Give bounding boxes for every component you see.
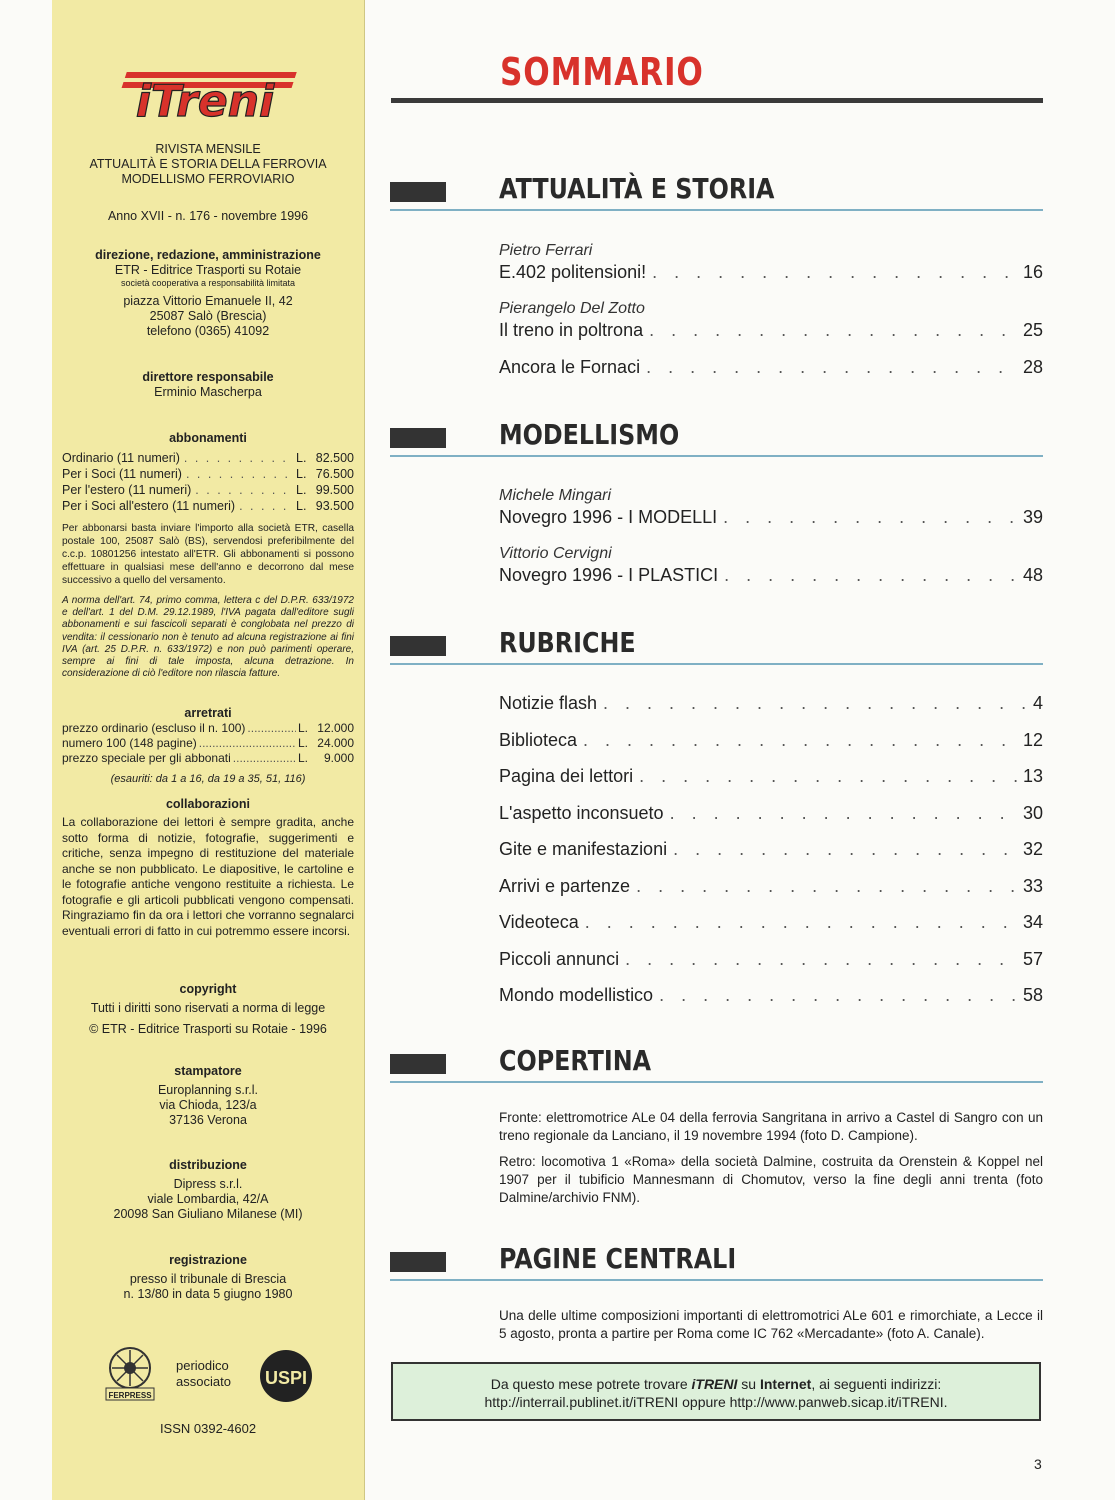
section-rule: [390, 1081, 1043, 1083]
masthead-line: RIVISTA MENSILE: [155, 142, 261, 156]
price-row: prezzo speciale per gli abbonati ..... L. 9.000: [62, 751, 354, 766]
distribuzione-heading: distribuzione: [169, 1158, 247, 1172]
price-row: Ordinario (11 numeri) . . . L. 82.500: [62, 450, 354, 466]
registrazione-heading: registrazione: [169, 1253, 247, 1267]
section-title-modellismo: MODELLISMO: [499, 418, 680, 451]
svg-text:USPI: USPI: [264, 1368, 308, 1388]
section-rule: [390, 663, 1043, 665]
abbonamenti-heading: abbonamenti: [169, 431, 247, 445]
section-marker: [390, 182, 446, 202]
issue-info: Anno XVII - n. 176 - novembre 1996: [107, 209, 309, 223]
logo-text: iTreni: [135, 76, 275, 124]
toc-rubriche: [499, 692, 1043, 1021]
section-marker: [390, 1054, 446, 1074]
toc-entry[interactable]: Mondo modellistico . . . 58: [499, 984, 1043, 1021]
toc-entry[interactable]: Ancora le Fornaci . . . 28: [499, 356, 1043, 378]
direttore-name: Erminio Mascherpa: [154, 385, 262, 399]
distribuzione-line: 20098 San Giuliano Milanese (MI): [113, 1207, 303, 1221]
arretrati-note: (esauriti: da 1 a 16, da 19 a 35, 51, 116): [110, 773, 306, 785]
direttore-heading: direttore responsabile: [142, 370, 274, 384]
masthead-line: ATTUALITÀ E STORIA DELLA FERROVIA: [89, 157, 327, 171]
section-marker: [390, 1252, 446, 1272]
toc-attualita: [499, 241, 1043, 378]
arretrati-heading: arretrati: [184, 706, 232, 720]
section-title-rubriche: RUBRICHE: [499, 626, 636, 659]
toc-entry[interactable]: Il treno in poltrona . . . 25: [499, 319, 1043, 341]
toc-entry[interactable]: L'aspetto inconsueto . . . 30: [499, 802, 1043, 839]
ferpress-logo-icon: [104, 1344, 156, 1406]
article-author: Pietro Ferrari: [499, 242, 593, 259]
section-rule: [390, 209, 1043, 211]
toc-entry[interactable]: Piccoli annunci . . . 57: [499, 948, 1043, 985]
address-line: piazza Vittorio Emanuele II, 42: [123, 294, 293, 308]
section-rule: [390, 455, 1043, 457]
toc-entry[interactable]: Pagina dei lettori . . . 13: [499, 765, 1043, 802]
registrazione-line: presso il tribunale di Brescia: [129, 1272, 287, 1286]
associato-line: periodico: [176, 1358, 229, 1373]
svg-text:FERPRESS: FERPRESS: [108, 1391, 152, 1400]
price-row: numero 100 (148 pagine) ..... L. 24.000: [62, 736, 354, 751]
internet-notice: Da questo mese potrete trovare iTRENI su Internet, ai seguenti indirizzi: http://interrail.publinet.it/iTRENI oppure http://www.panweb.sicap.it/iTRENI.: [391, 1362, 1041, 1421]
article-author: Pierangelo Del Zotto: [499, 300, 645, 317]
centerfold-caption: Una delle ultime composizioni importanti di elettromotrici ALe 601 e rimorchiate, a Lecce il 5 agosto, pronta a partire per Roma come IC 762 «Mercadante» (foto A. Canale).: [499, 1308, 1043, 1341]
collaborazioni-heading: collaborazioni: [165, 797, 251, 811]
cover-front-caption: Fronte: elettromotrice ALe 04 della ferrovia Sangritana in arrivo a Castel di Sangro con un treno regionale da Lanciano, il 19 novembre 1994 (foto D. Campione).: [499, 1110, 1043, 1143]
stampatore-line: Europlanning s.r.l.: [157, 1083, 259, 1097]
registrazione-block: [62, 1253, 354, 1302]
distribuzione-line: viale Lombardia, 42/A: [147, 1192, 269, 1206]
issn: ISSN 0392-4602: [159, 1421, 257, 1436]
masthead-sidebar: [52, 0, 365, 1500]
title-rule: [391, 98, 1043, 103]
price-row: Per l'estero (11 numeri) . . . L. 99.500: [62, 482, 354, 498]
cover-back-caption: Retro: locomotiva 1 «Roma» della società Dalmine, costruita da Orenstein & Koppel nel 1907 per il tubificio Mannesmann di Chomutov, verso la fine degli anni trenta (foto Dalmine/archivio FNM).: [499, 1154, 1043, 1205]
copyright-block: [62, 982, 354, 1037]
phone: telefono (0365) 41092: [146, 324, 270, 338]
copyright-line: © ETR - Editrice Trasporti su Rotaie - 1996: [89, 1022, 327, 1036]
associato-line: associato: [176, 1374, 231, 1389]
masthead-text: [62, 142, 354, 187]
article-author: Michele Mingari: [499, 487, 612, 504]
price-row: Per i Soci (11 numeri) . . . L. 76.500: [62, 466, 354, 482]
article-author: Vittorio Cervigni: [499, 545, 612, 562]
masthead-line: MODELLISMO FERROVIARIO: [121, 172, 295, 186]
company-name: ETR - Editrice Trasporti su Rotaie: [114, 263, 302, 277]
arretrati-block: [62, 706, 354, 787]
toc-entry[interactable]: Biblioteca . . . 12: [499, 729, 1043, 766]
address-line: 25087 Salò (Brescia): [149, 309, 267, 323]
toc-entry[interactable]: Novegro 1996 - I MODELLI . . . 39: [499, 506, 1043, 528]
section-marker: [390, 428, 446, 448]
toc-entry[interactable]: Videoteca . . . 34: [499, 911, 1043, 948]
abbonamenti-note: Per abbonarsi basta inviare l'importo alla società ETR, casella postale 100, 25087 Salò (BS), servendosi preferibilmente del c.c.p. 10801256 intestato all'ETR. Gli abbonamenti si possono effettuare in qualsiasi mese dell'anno e decorrono dal mese successivo a quello del versamento.: [62, 523, 354, 586]
distribuzione-line: Dipress s.r.l.: [173, 1177, 243, 1191]
section-title-attualita: ATTUALITÀ E STORIA: [499, 172, 775, 205]
price-row: Per i Soci all'estero (11 numeri) . . . L. 93.500: [62, 498, 354, 514]
stampatore-line: via Chioda, 123/a: [159, 1098, 257, 1112]
price-row: prezzo ordinario (escluso il n. 100) ..... L. 12.000: [62, 721, 354, 736]
toc-entry[interactable]: E.402 politensioni! . . . 16: [499, 261, 1043, 283]
section-title-copertina: COPERTINA: [499, 1044, 652, 1077]
uspi-logo-icon: [258, 1348, 314, 1404]
associato-text: [176, 1358, 231, 1390]
direzione-block: [62, 248, 354, 339]
page-number: 3: [1034, 1456, 1042, 1472]
section-marker: [390, 636, 446, 656]
direzione-heading: direzione, redazione, amministrazione: [95, 248, 321, 262]
direttore-block: [62, 370, 354, 400]
toc-entry[interactable]: Gite e manifestazioni . . . 32: [499, 838, 1043, 875]
stampatore-line: 37136 Verona: [169, 1113, 247, 1127]
stampatore-heading: stampatore: [174, 1064, 242, 1078]
toc-entry[interactable]: Novegro 1996 - I PLASTICI . . . 48: [499, 564, 1043, 586]
page-title: SOMMARIO: [500, 50, 704, 94]
section-rule: [390, 1279, 1043, 1281]
abbonamenti-block: [62, 431, 354, 680]
company-note: società cooperativa a responsabilità limitata: [120, 278, 296, 288]
stampatore-block: [62, 1064, 354, 1128]
distribuzione-block: [62, 1158, 354, 1222]
toc-entry[interactable]: Notizie flash . . . 4: [499, 692, 1043, 729]
section-title-centrali: PAGINE CENTRALI: [499, 1242, 737, 1275]
registrazione-line: n. 13/80 in data 5 giugno 1980: [123, 1287, 293, 1301]
copyright-line: Tutti i diritti sono riservati a norma di legge: [90, 1001, 326, 1015]
iva-note: A norma dell'art. 74, primo comma, lettera c del D.P.R. 633/1972 e dell'art. 1 del D.M. 29.12.1989, l'IVA pagata dall'editore sugli abbonamenti e sui fascicoli separati è conglobata nel prezzo di vendita: il cessionario non è tenuto ad alcuna registrazione ai fini IVA (art. 25 D.P.R. n. 633/1972) e non può parimenti operare, sempre ai fini di tale imposta, alcuna detrazione. In considerazione di ciò l'editore non rilascia fatture.: [62, 595, 354, 680]
copyright-heading: copyright: [179, 982, 237, 996]
collaborazioni-block: [62, 797, 354, 939]
itreni-logo: [110, 62, 300, 124]
collaborazioni-text: La collaborazione dei lettori è sempre gradita, anche sotto forma di notizie, fotografie, suggerimenti e critiche, senza impegno di restituzione del materiale anche se non pubblicato. Le diapositive, le cartoline e le fotografie antiche vengono restituite a richiesta. Le fotografie e gli articoli pubblicati vengono compensati. Ringraziamo fin da ora i lettori che vorranno segnalarci eventuali errori di fatto in cui potremmo essere incorsi.: [62, 815, 354, 938]
toc-entry[interactable]: Arrivi e partenze . . . 33: [499, 875, 1043, 912]
toc-modellismo: [499, 486, 1043, 586]
notice-urls[interactable]: http://interrail.publinet.it/iTRENI oppure http://www.panweb.sicap.it/iTRENI.: [484, 1394, 948, 1410]
